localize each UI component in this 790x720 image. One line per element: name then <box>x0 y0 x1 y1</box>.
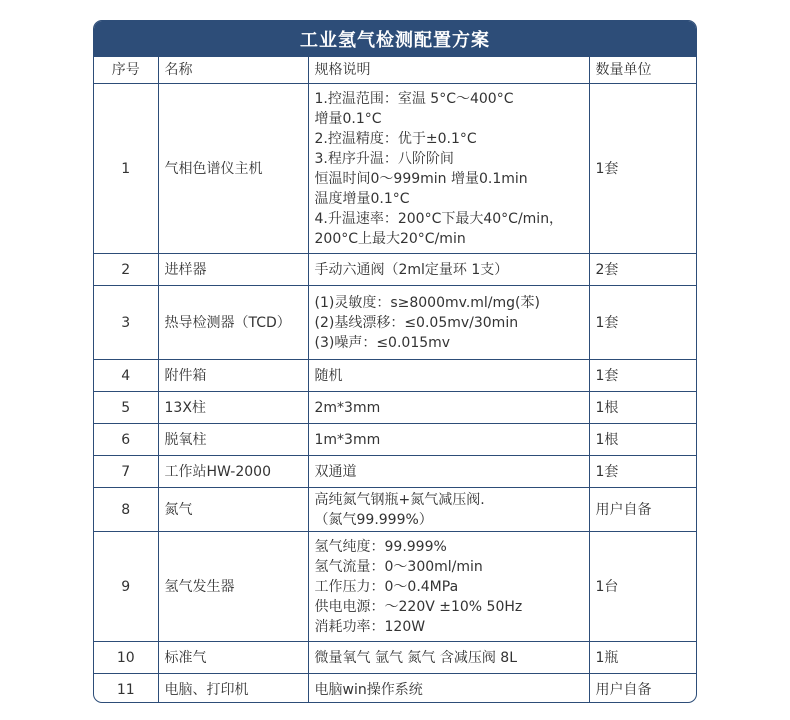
row-quantity: 1台 <box>589 532 696 642</box>
row-quantity: 用户自备 <box>589 488 696 532</box>
row-spec <box>308 488 589 532</box>
row-quantity: 1根 <box>589 424 696 456</box>
row-number: 8 <box>94 488 158 532</box>
config-table-card <box>93 20 697 703</box>
spec-line: 200°C上最大20°C/min <box>314 230 466 247</box>
row-name: 附件箱 <box>158 360 308 392</box>
row-quantity: 1根 <box>589 392 696 424</box>
row-number: 5 <box>94 392 158 424</box>
table-row <box>94 286 696 360</box>
table-row <box>94 84 696 254</box>
spec-line: 2.控温精度：优于±0.1°C <box>314 130 477 147</box>
row-spec <box>308 532 589 642</box>
spec-line: 氢气纯度：99.999% <box>314 538 447 555</box>
row-number: 2 <box>94 254 158 286</box>
spec-line: 3.程序升温：八阶阶间 <box>314 150 454 167</box>
spec-line: 电脑win操作系统 <box>314 681 423 698</box>
row-quantity: 1套 <box>589 84 696 254</box>
row-spec <box>308 674 589 704</box>
row-name: 13X柱 <box>158 392 308 424</box>
row-number: 6 <box>94 424 158 456</box>
spec-line: 工作压力：0～0.4MPa <box>314 578 459 595</box>
row-name: 脱氧柱 <box>158 424 308 456</box>
row-spec <box>308 424 589 456</box>
row-name: 电脑、打印机 <box>158 674 308 704</box>
row-spec <box>308 84 589 254</box>
row-spec <box>308 642 589 674</box>
row-name: 进样器 <box>158 254 308 286</box>
spec-line: 手动六通阀（2ml定量环 1支） <box>314 261 509 278</box>
table-row <box>94 424 696 456</box>
table-row <box>94 642 696 674</box>
table-row <box>94 360 696 392</box>
table-row <box>94 532 696 642</box>
spec-line: 消耗功率：120W <box>314 618 426 635</box>
row-quantity: 2套 <box>589 254 696 286</box>
config-table <box>94 56 696 703</box>
spec-line: 1m*3mm <box>314 431 381 448</box>
row-quantity: 1套 <box>589 456 696 488</box>
spec-line: 恒温时间0～999min 增量0.1min <box>314 170 528 187</box>
row-number: 1 <box>94 84 158 254</box>
table-row <box>94 254 696 286</box>
table-row <box>94 488 696 532</box>
spec-line: 供电电源：～220V ±10% 50Hz <box>314 598 523 615</box>
spec-line: 4.升温速率：200°C下最大40°C/min， <box>314 210 564 227</box>
row-quantity: 1套 <box>589 286 696 360</box>
spec-line: 1.控温范围：室温 5°C～400°C <box>314 90 514 107</box>
row-number: 7 <box>94 456 158 488</box>
row-spec <box>308 392 589 424</box>
table-row <box>94 674 696 704</box>
row-name: 氮气 <box>158 488 308 532</box>
row-spec <box>308 360 589 392</box>
row-number: 3 <box>94 286 158 360</box>
header-no: 序号 <box>94 57 158 84</box>
spec-line: 增量0.1°C <box>314 110 382 127</box>
row-quantity: 1套 <box>589 360 696 392</box>
row-number: 10 <box>94 642 158 674</box>
header-name: 名称 <box>158 57 308 84</box>
table-row <box>94 456 696 488</box>
row-quantity: 1瓶 <box>589 642 696 674</box>
row-name: 标准气 <box>158 642 308 674</box>
spec-line: (2)基线漂移：≤0.05mv/30min <box>314 314 519 331</box>
spec-line: 微量氧气 氩气 氮气 含减压阀 8L <box>314 649 518 666</box>
header-spec: 规格说明 <box>308 57 589 84</box>
row-name: 气相色谱仪主机 <box>158 84 308 254</box>
spec-line: 高纯氮气钢瓶+氮气减压阀. <box>314 491 485 508</box>
spec-line: (3)噪声：≤0.015mv <box>314 334 451 351</box>
spec-line: 温度增量0.1°C <box>314 190 410 207</box>
row-name: 热导检测器（TCD） <box>158 286 308 360</box>
table-header-row <box>94 57 696 84</box>
spec-line: (1)灵敏度：s≥8000mv.ml/mg(苯) <box>314 294 540 311</box>
row-number: 11 <box>94 674 158 704</box>
row-number: 4 <box>94 360 158 392</box>
row-spec <box>308 456 589 488</box>
row-quantity: 用户自备 <box>589 674 696 704</box>
row-number: 9 <box>94 532 158 642</box>
row-spec <box>308 286 589 360</box>
spec-line: 双通道 <box>314 463 357 480</box>
spec-line: 氢气流量：0～300ml/min <box>314 558 483 575</box>
spec-line: 随机 <box>314 367 343 384</box>
row-spec <box>308 254 589 286</box>
spec-line: （氮气99.999%） <box>314 511 433 528</box>
table-row <box>94 392 696 424</box>
spec-line: 2m*3mm <box>314 399 381 416</box>
table-title: 工业氢气检测配置方案 <box>94 21 696 56</box>
row-name: 工作站HW-2000 <box>158 456 308 488</box>
row-name: 氢气发生器 <box>158 532 308 642</box>
header-qty: 数量单位 <box>589 57 696 84</box>
